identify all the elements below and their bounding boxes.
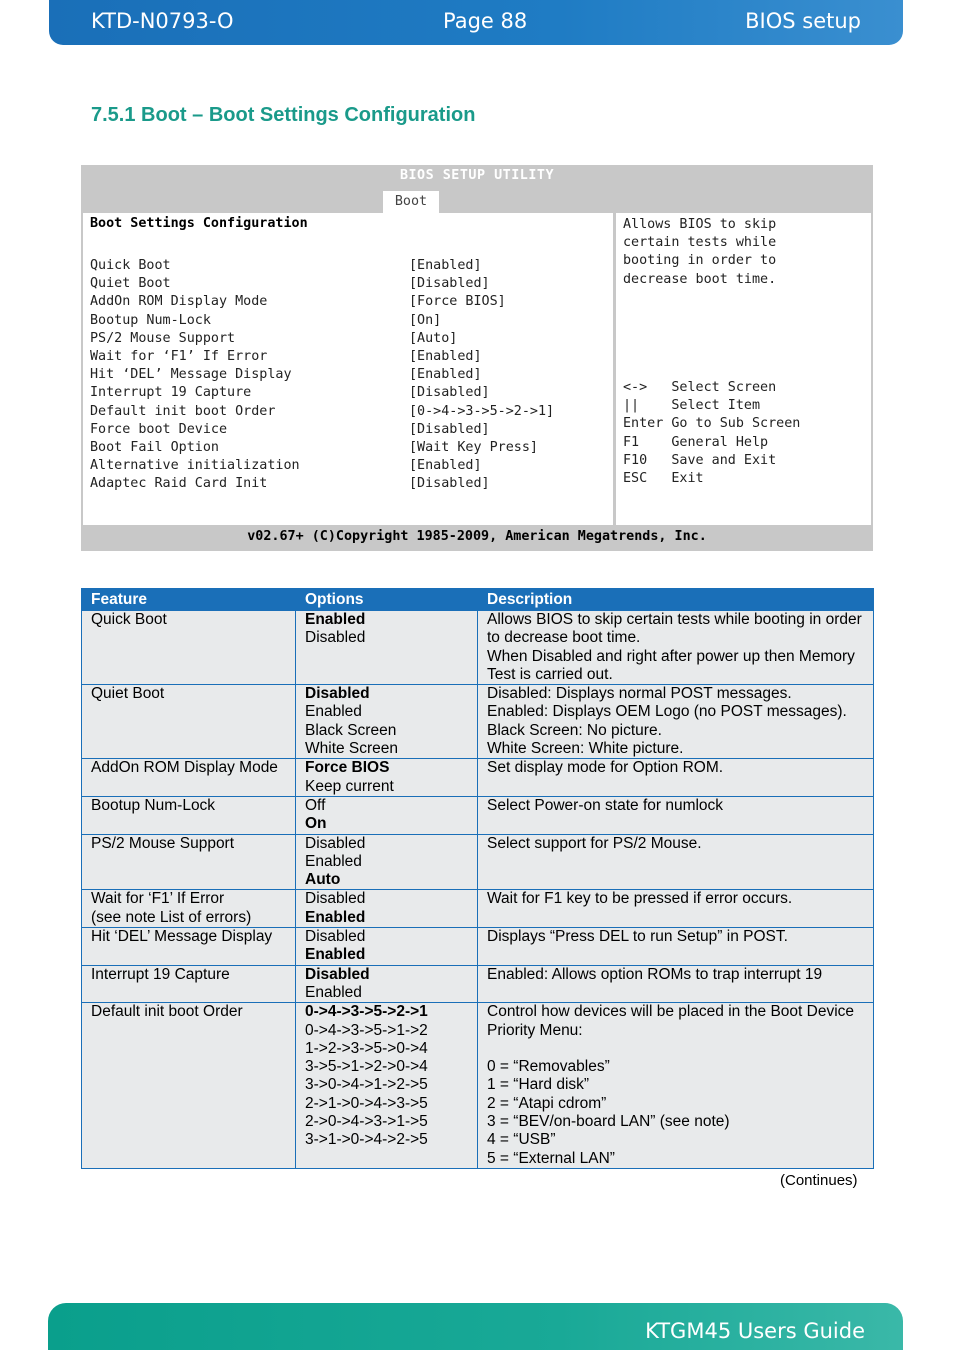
- bios-item[interactable]: [90, 330, 458, 346]
- description-cell: Select support for PS/2 Mouse.: [478, 834, 874, 890]
- option-value: Force BIOS: [305, 759, 390, 777]
- options-cell: [296, 834, 478, 890]
- option-value: Enabled: [305, 852, 362, 870]
- bios-screen: [81, 165, 873, 551]
- bios-item-value: [Wait Key Press]: [409, 440, 538, 455]
- bios-item-value: [Disabled]: [409, 421, 490, 437]
- table-row: [82, 890, 874, 928]
- feature-cell: PS/2 Mouse Support: [82, 834, 296, 890]
- description-cell: Select Power-on state for numlock: [478, 796, 874, 834]
- bios-item-label: Hit ‘DEL’ Message Display: [90, 367, 292, 383]
- description-cell: Wait for F1 key to be pressed if error occurs.: [478, 890, 874, 928]
- bios-item-label: AddOn ROM Display Mode: [90, 294, 268, 310]
- bios-item-value: [Disabled]: [409, 476, 490, 492]
- description-cell: Enabled: Allows option ROMs to trap interrupt 19: [478, 965, 874, 1003]
- option-value: Auto: [305, 871, 341, 889]
- feature-cell: Default init boot Order: [82, 1003, 296, 1169]
- bios-item[interactable]: [90, 476, 490, 492]
- header-options: Options: [296, 589, 478, 611]
- option-value: Enabled: [305, 946, 366, 964]
- bios-title: BIOS SETUP UTILITY: [399, 168, 555, 183]
- option-value: Disabled: [305, 890, 366, 908]
- bios-item[interactable]: [90, 294, 506, 310]
- section-name: BIOS setup: [745, 9, 861, 33]
- option-value: Disabled: [305, 629, 366, 647]
- description-cell: Displays “Press DEL to run Setup” in POST.: [478, 928, 874, 966]
- option-value: On: [305, 815, 327, 833]
- bios-item-label: PS/2 Mouse Support: [90, 330, 236, 346]
- bios-item[interactable]: [90, 312, 442, 328]
- option-value: Disabled: [305, 965, 370, 983]
- bios-item-label: Force boot Device: [90, 421, 228, 437]
- option-value: 3->0->4->1->2->5: [305, 1076, 428, 1094]
- bios-item-label: Wait for ‘F1’ If Error: [90, 349, 268, 364]
- feature-cell: Hit ‘DEL’ Message Display: [82, 928, 296, 966]
- feature-table: [81, 588, 874, 1169]
- option-value: Black Screen: [305, 721, 397, 739]
- bios-settings-pane: [83, 213, 613, 525]
- option-value: Keep current: [305, 777, 394, 795]
- option-value: Disabled: [305, 685, 370, 703]
- bios-item-label: Interrupt 19 Capture: [90, 385, 252, 401]
- bios-item-value: [Enabled]: [409, 349, 482, 364]
- option-value: Off: [305, 796, 326, 814]
- option-value: Enabled: [305, 908, 366, 926]
- bios-item[interactable]: [90, 276, 490, 292]
- bios-item[interactable]: [90, 440, 538, 455]
- page-header: [49, 0, 903, 45]
- options-cell: [296, 1003, 478, 1169]
- option-value: White Screen: [305, 740, 399, 758]
- bios-item[interactable]: [90, 349, 482, 364]
- bios-item-value: [Enabled]: [409, 367, 482, 383]
- feature-cell: Quick Boot: [82, 611, 296, 685]
- bios-item-label: Alternative initialization: [90, 458, 300, 474]
- options-cell: [296, 796, 478, 834]
- bios-help-text: Allows BIOS to skip certain tests while booting in order to decrease boot time.: [623, 217, 777, 287]
- options-cell: [296, 759, 478, 797]
- option-value: 0->4->3->5->1->2: [305, 1021, 428, 1039]
- bios-key-legend: <-> Select Screen || Select Item Enter Go to Sub Screen F1 General Help F10 Save and Exit ESC Exit: [623, 380, 801, 487]
- option-value: 0->4->3->5->2->1: [305, 1003, 428, 1021]
- bios-item-value: [Disabled]: [409, 385, 490, 401]
- table-row: [82, 611, 874, 685]
- bios-help-pane: [616, 213, 871, 525]
- table-row: [82, 685, 874, 759]
- description-cell: Set display mode for Option ROM.: [478, 759, 874, 797]
- bios-pane-title: Boot Settings Configuration: [90, 216, 308, 231]
- options-cell: [296, 685, 478, 759]
- option-value: Enabled: [305, 703, 362, 721]
- bios-item-label: Default init boot Order: [90, 403, 276, 419]
- option-value: 3->5->1->2->0->4: [305, 1058, 428, 1076]
- bios-item-label: Quick Boot: [90, 258, 171, 273]
- bios-item-value: [Disabled]: [409, 276, 490, 292]
- table-header-row: [82, 589, 874, 611]
- page-number: Page 88: [443, 9, 528, 33]
- option-value: 2->0->4->3->1->5: [305, 1113, 428, 1131]
- feature-cell: Quiet Boot: [82, 685, 296, 759]
- option-value: Enabled: [305, 983, 362, 1001]
- feature-cell: AddOn ROM Display Mode: [82, 759, 296, 797]
- document-id: KTD-N0793-O: [91, 9, 234, 33]
- continues-note: (Continues): [780, 1172, 858, 1189]
- feature-cell: Bootup Num-Lock: [82, 796, 296, 834]
- guide-title: KTGM45 Users Guide: [645, 1319, 865, 1343]
- option-value: 3->1->0->4->2->5: [305, 1131, 428, 1149]
- option-value: Enabled: [305, 611, 366, 628]
- description-cell: Disabled: Displays normal POST messages. Enabled: Displays OEM Logo (no POST messages). Black Screen: No picture. White Screen: White picture.: [478, 685, 874, 759]
- section-title: 7.5.1 Boot – Boot Settings Configuration: [91, 104, 476, 126]
- bios-item[interactable]: [90, 458, 482, 474]
- options-cell: [296, 611, 478, 685]
- description-cell: Control how devices will be placed in the Boot Device Priority Menu: 0 = “Removables” 1 = “Hard disk” 2 = “Atapi cdrom” 3 = “BEV/on-board LAN” (see note) 4 = “USB” 5 = “External LAN”: [478, 1003, 874, 1169]
- option-value: Disabled: [305, 834, 366, 852]
- option-value: Disabled: [305, 928, 366, 946]
- table-row: [82, 796, 874, 834]
- bios-item-value: [Force BIOS]: [409, 294, 506, 310]
- bios-item-label: Boot Fail Option: [90, 440, 219, 455]
- bios-item[interactable]: [90, 403, 555, 419]
- feature-cell: Wait for ‘F1’ If Error (see note List of errors): [82, 890, 296, 928]
- bios-tab-boot: Boot: [383, 191, 439, 213]
- options-cell: [296, 890, 478, 928]
- bios-item-value: [Enabled]: [409, 458, 482, 474]
- bios-item[interactable]: [90, 258, 482, 273]
- description-cell: Allows BIOS to skip certain tests while booting in order to decrease boot time. When Disabled and right after power up then Memory Test is carried out.: [478, 611, 874, 685]
- bios-item[interactable]: [90, 367, 482, 383]
- feature-cell: Interrupt 19 Capture: [82, 965, 296, 1003]
- bios-item-value: [Auto]: [409, 330, 458, 346]
- bios-item[interactable]: [90, 421, 490, 437]
- table-row: [82, 834, 874, 890]
- bios-item-label: Adaptec Raid Card Init: [90, 476, 268, 492]
- page-footer: [48, 1303, 903, 1350]
- bios-item[interactable]: [90, 385, 490, 401]
- header-feature: Feature: [82, 589, 296, 611]
- table-row: [82, 1003, 874, 1169]
- header-description: Description: [478, 589, 874, 611]
- bios-item-value: [0->4->3->5->2->1]: [409, 403, 555, 419]
- bios-item-label: Quiet Boot: [90, 276, 171, 292]
- option-value: 1->2->3->5->0->4: [305, 1039, 428, 1057]
- bios-item-value: [On]: [409, 312, 442, 328]
- bios-item-value: [Enabled]: [409, 258, 482, 273]
- option-value: 2->1->0->4->3->5: [305, 1094, 428, 1112]
- options-cell: [296, 928, 478, 966]
- bios-copyright: v02.67+ (C)Copyright 1985-2009, American Megatrends, Inc.: [247, 529, 707, 544]
- table-row: [82, 928, 874, 966]
- table-row: [82, 759, 874, 797]
- table-row: [82, 965, 874, 1003]
- bios-item-label: Bootup Num-Lock: [90, 312, 211, 328]
- options-cell: [296, 965, 478, 1003]
